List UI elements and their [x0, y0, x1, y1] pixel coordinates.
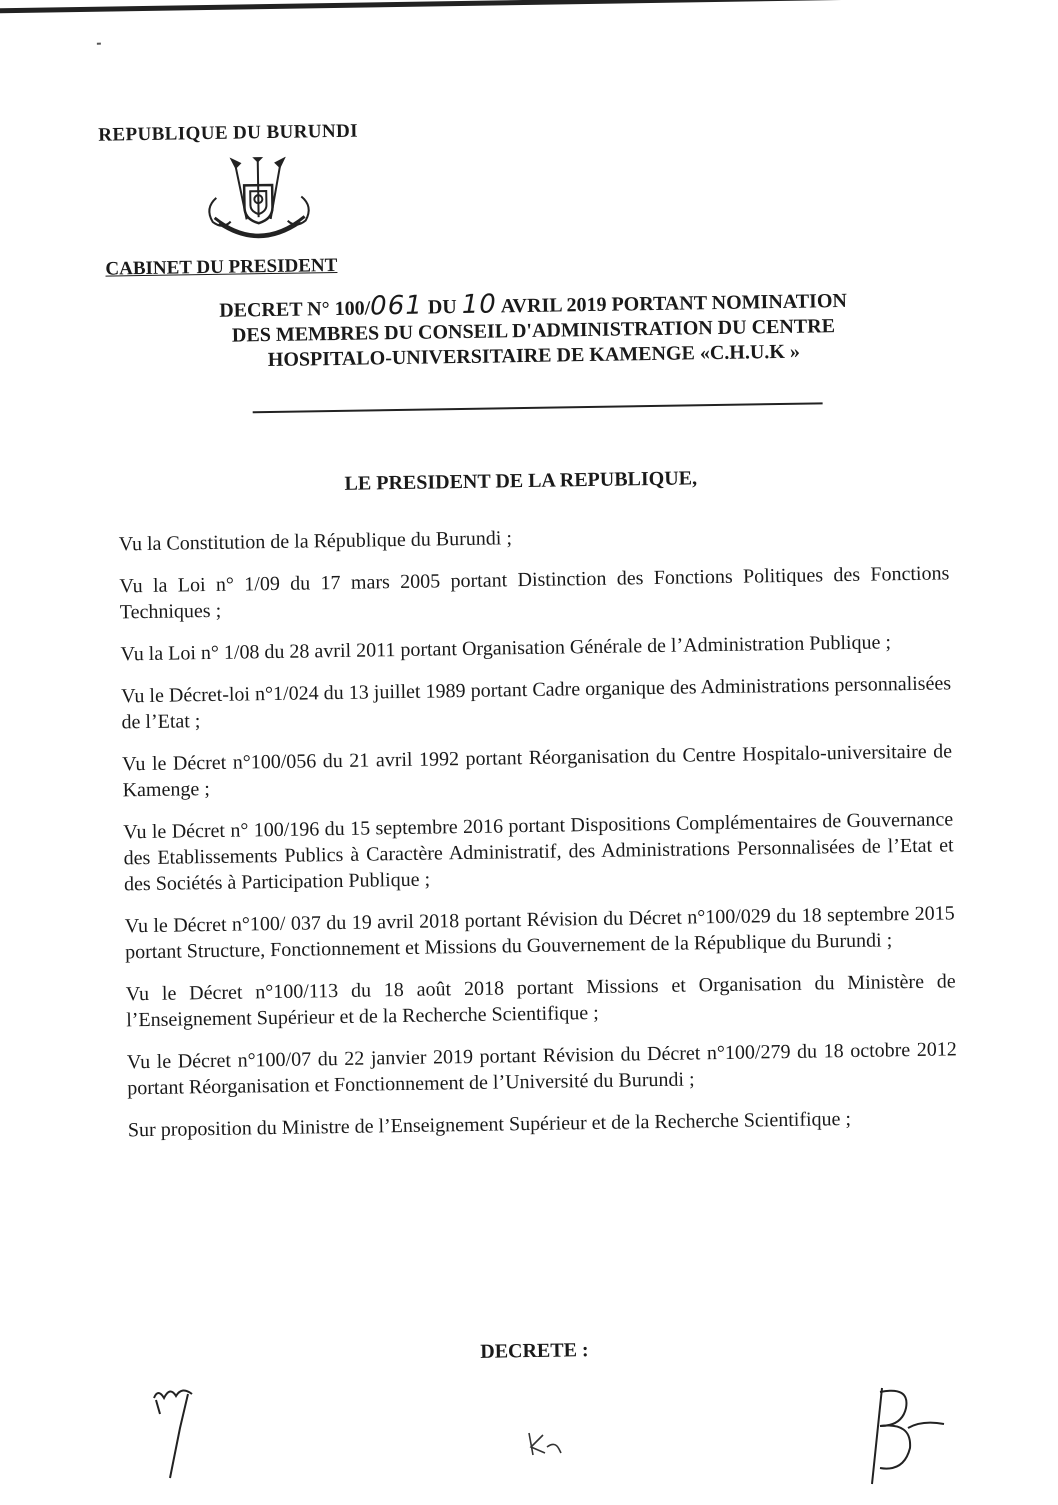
considerant-item: Vu la Loi n° 1/08 du 28 avril 2011 portant Organisation Générale de l’Administration Publique ;	[120, 631, 892, 666]
decree-line1-rest: AVRIL 2019 PORTANT NOMINATION	[496, 289, 848, 318]
decree-day-handwritten: 10	[461, 289, 498, 321]
decree-title	[103, 285, 964, 375]
considerant-item: Vu le Décret n°100/056 du 21 avril 1992 portant Réorganisation du Centre Hospitalo-universitaire de Kamenge ;	[122, 740, 953, 802]
decree-du: DU	[422, 296, 462, 319]
considerant-item: Vu le Décret n°100/ 037 du 19 avril 2018 portant Révision du Décret n°100/029 du 18 septembre 2015 portant Structure, Fonctionnement et Missions du Gouvernement de la République du Burundi ;	[124, 902, 955, 964]
considerant-item: Vu la Loi n° 1/09 du 17 mars 2005 portant Distinction des Fonctions Politiques des Fonctions Techniques ;	[119, 562, 950, 624]
burundi-coat-of-arms-icon	[196, 156, 322, 250]
considerant-item: Vu le Décret n°100/07 du 22 janvier 2019 portant Révision du Décret n°100/279 du 18 octobre 2012 portant Réorganisation et Fonctionnement de l’Université du Burundi ;	[126, 1038, 957, 1100]
decree-title-line-2: DES MEMBRES DU CONSEIL D'ADMINISTRATION DU CENTRE	[231, 315, 836, 347]
considerant-item: Vu le Décret n°100/113 du 18 août 2018 portant Missions et Organisation du Ministère de l’Enseignement Supérieur et de la Recherche Scientifique ;	[125, 970, 956, 1032]
initial-mark-middle	[525, 1427, 565, 1459]
initial-mark-right	[868, 1380, 948, 1490]
considerants-list	[119, 518, 959, 1159]
decrete-heading: DECRETE :	[480, 1339, 589, 1363]
considerant-item: Vu le Décret n° 100/196 du 15 septembre 2016 portant Dispositions Complémentaires de Gouvernance des Etablissements Publics à Caractère Administratif, des Administrations Personnalisées de l’Etat et des Sociétés à Participation Publique ;	[123, 808, 954, 896]
scan-border-top	[0, 0, 1046, 13]
initial-mark-left	[148, 1380, 200, 1480]
title-divider	[253, 402, 823, 413]
president-heading: LE PRESIDENT DE LA REPUBLIQUE,	[344, 467, 698, 495]
considerant-item: Vu la Constitution de la République du Burundi ;	[118, 527, 513, 556]
decree-number-handwritten: 061	[369, 290, 424, 322]
scan-speck	[97, 43, 101, 45]
decree-prefix: DECRET N° 100/	[219, 297, 371, 322]
considerant-item: Vu le Décret-loi n°1/024 du 13 juillet 1989 portant Cadre organique des Administrations personnalisées de l’Etat ;	[120, 672, 952, 734]
decree-title-line-3: HOSPITALO-UNIVERSITAIRE DE KAMENGE «C.H.U.K »	[267, 340, 801, 372]
country-heading: REPUBLIQUE DU BURUNDI	[98, 120, 359, 146]
considerant-item: Sur proposition du Ministre de l’Enseignement Supérieur et de la Recherche Scientifique ;	[127, 1107, 852, 1142]
office-heading: CABINET DU PRESIDENT	[105, 254, 338, 280]
